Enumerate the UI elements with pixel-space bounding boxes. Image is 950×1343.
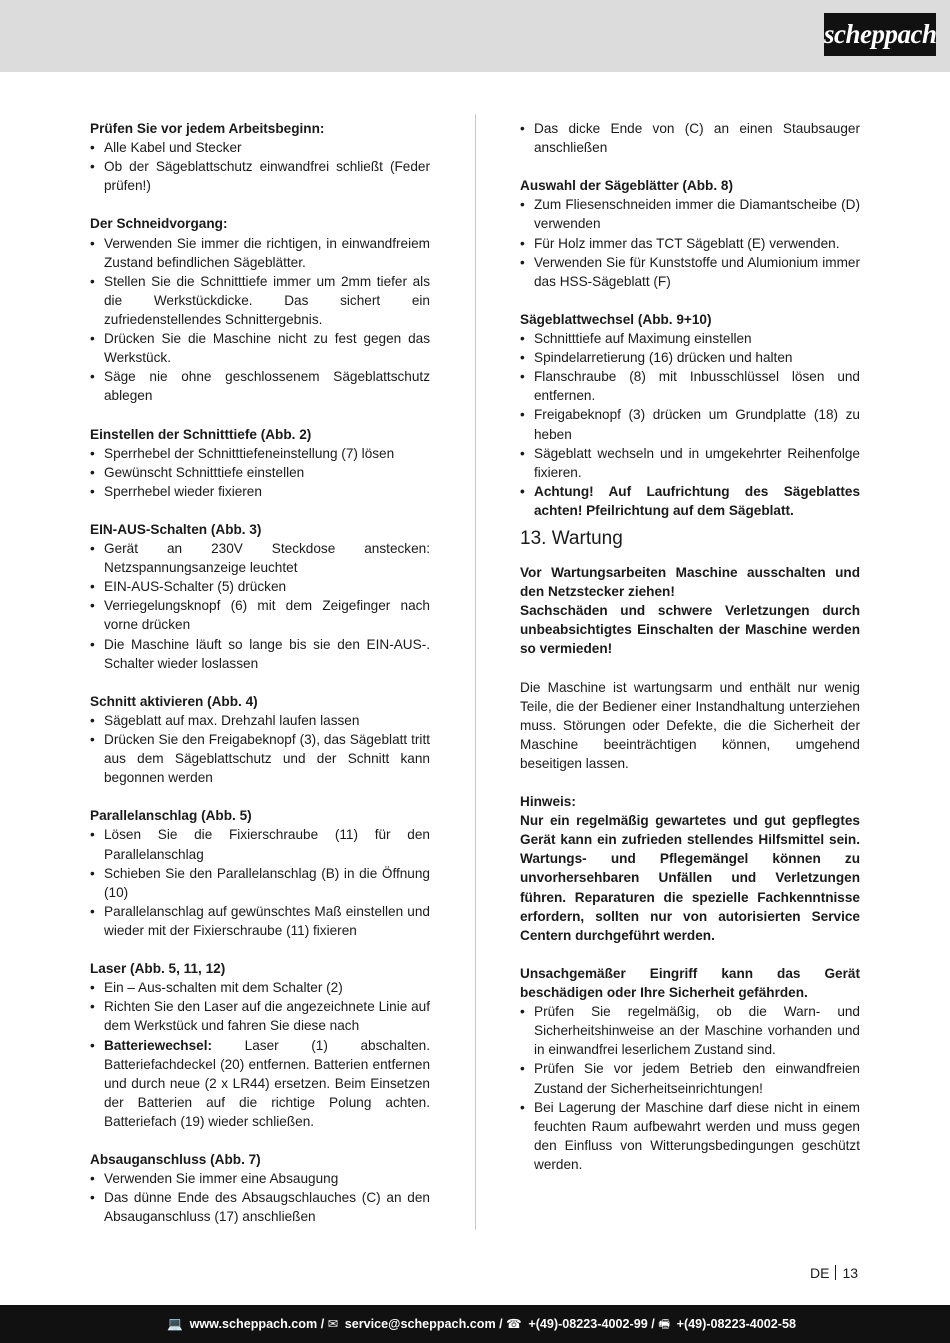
list-item: • Richten Sie den Laser auf die angezeichnete Linie auf dem Werkstück und fahren Sie diese nach xyxy=(90,997,430,1035)
list-item: • Flanschraube (8) mit Inbusschlüssel lösen und entfernen. xyxy=(520,367,860,405)
bullet-list xyxy=(90,539,430,673)
list-item: • Spindelarretierung (16) drücken und halten xyxy=(520,348,860,367)
maintenance-paragraph: Die Maschine ist wartungsarm und enthält nur wenig Teile, die der Bediener einer Instandhaltung unterziehen muss. Störungen oder Defekte, die die Sicherheit der Maschine beeinträchtigen können, umgehend beseitigen lassen. xyxy=(520,679,860,771)
phone-number: +(49)-08223-4002-99 / xyxy=(528,1317,655,1331)
list-item: • Drücken Sie die Maschine nicht zu fest gegen das Werkstück. xyxy=(90,329,430,367)
section-heading: Parallelanschlag (Abb. 5) xyxy=(90,808,252,824)
list-item: • Das dicke Ende von (C) an einen Staubsauger anschließen xyxy=(520,119,860,157)
mail-icon: ✉ xyxy=(327,1317,339,1331)
bullet-list xyxy=(90,444,430,501)
list-item: • Ein – Aus-schalten mit dem Schalter (2) xyxy=(90,978,430,997)
list-item: • Verwenden Sie immer die richtigen, in einwandfreiem Zustand befindlichen Sägeblätter. xyxy=(90,234,430,272)
section-heading: Der Schneidvorgang: xyxy=(90,216,228,232)
list-item: • Alle Kabel und Stecker xyxy=(90,138,430,157)
list-item: • Bei Lagerung der Maschine darf diese nicht in einem feuchten Raum aufbewahrt werden und muss gegen den Einfluss von Witterungsbedingungen geschützt werden. xyxy=(520,1098,860,1174)
section-heading: Absauganschluss (Abb. 7) xyxy=(90,1152,261,1168)
battery-lead: Batteriewechsel: xyxy=(104,1037,213,1053)
list-item-warning: • Achtung! Auf Laufrichtung des Sägeblattes achten! Pfeilrichtung auf dem Sägeblatt. xyxy=(520,482,860,520)
scheppach-logo: scheppach xyxy=(824,13,936,56)
section-heading: Einstellen der Schnitttiefe (Abb. 2) xyxy=(90,426,312,442)
list-item: • Ob der Sägeblattschutz einwandfrei schließt (Feder prüfen!) xyxy=(90,157,430,195)
bullet-list xyxy=(90,978,430,1131)
page-number-value: 13 xyxy=(842,1265,859,1281)
warning-text: Sachschäden und schwere Verletzungen durch unbeabsichtigtes Einschalten der Maschine werden so vermieden! xyxy=(520,603,860,657)
list-item: • Parallelanschlag auf gewünschtes Maß einstellen und wieder mit der Fixierschraube (11) fixieren xyxy=(90,902,430,940)
list-item: • Das dünne Ende des Absaugschlauches (C) an den Absauganschluss (17) anschließen xyxy=(90,1188,430,1226)
list-item: • Zum Fliesenschneiden immer die Diamantscheibe (D) verwenden xyxy=(520,195,860,233)
email-link[interactable]: service@scheppach.com / xyxy=(344,1317,503,1331)
list-item: • Verriegelungsknopf (6) mit dem Zeigefinger nach vorne drücken xyxy=(90,596,430,634)
right-column xyxy=(520,119,860,1174)
hint-title: Hinweis: xyxy=(520,794,576,810)
list-item: • Drücken Sie den Freigabeknopf (3), das Sägeblatt tritt aus dem Sägeblattschutz und der Schnitt kann begonnen werden xyxy=(90,730,430,787)
battery-text: Laser (1) abschalten. Batteriefachdeckel (20) entfernen. Batterien entfernen und durch neue (2 x LR44) ersetzen. Beim Einsetzen der Batterien auf die richtige Polung achten. Batteriefach (19) wieder schließen. xyxy=(104,1037,431,1129)
bullet-list xyxy=(520,329,860,520)
bullet-list xyxy=(90,234,430,406)
list-item: • Schieben Sie den Parallelanschlag (B) in die Öffnung (10) xyxy=(90,864,430,902)
list-item: • Säge nie ohne geschlossenem Sägeblattschutz ablegen xyxy=(90,367,430,405)
list-item: • Sperrhebel der Schnitttiefeneinstellung (7) lösen xyxy=(90,444,430,463)
bullet-list xyxy=(520,1002,860,1174)
section-heading: Auswahl der Sägeblätter (Abb. 8) xyxy=(520,178,734,194)
warning-text: Vor Wartungsarbeiten Maschine ausschalten und den Netzstecker ziehen! xyxy=(520,564,860,600)
website-link[interactable]: www.scheppach.com / xyxy=(189,1317,325,1331)
list-item: • Sägeblatt wechseln und in umgekehrter Reihenfolge fixieren. xyxy=(520,444,860,482)
fax-icon: 🖷 xyxy=(658,1317,671,1331)
bullet-list xyxy=(90,138,430,195)
page-number xyxy=(810,1264,858,1282)
left-column xyxy=(90,119,430,1226)
list-item: • Prüfen Sie regelmäßig, ob die Warn- und Sicherheitshinweise an der Maschine vorhanden und in einwandfrei leserlichem Zustand sind. xyxy=(520,1002,860,1059)
list-item xyxy=(90,1036,430,1131)
list-item: • Freigabeknopf (3) drücken um Grundplatte (18) zu heben xyxy=(520,405,860,443)
column-divider xyxy=(475,114,476,1230)
section-heading: Laser (Abb. 5, 11, 12) xyxy=(90,961,226,977)
list-item: • Die Maschine läuft so lange bis sie den EIN-AUS-. Schalter wieder loslassen xyxy=(90,635,430,673)
list-item: • Prüfen Sie vor jedem Betrieb den einwandfreien Zustand der Sicherheitseinrichtungen! xyxy=(520,1059,860,1097)
bullet-list xyxy=(520,119,860,157)
list-item: • Schnitttiefe auf Maximung einstellen xyxy=(520,329,860,348)
bullet-list xyxy=(90,1169,430,1226)
language-code: DE xyxy=(810,1265,830,1281)
section-heading: Schnitt aktivieren (Abb. 4) xyxy=(90,693,258,709)
list-item: • Verwenden Sie immer eine Absaugung xyxy=(90,1169,430,1188)
list-item: • Verwenden Sie für Kunststoffe und Alumionium immer das HSS-Sägeblatt (F) xyxy=(520,253,860,291)
header-bar xyxy=(0,0,950,72)
computer-icon: 💻 xyxy=(167,1317,184,1331)
list-item: • Lösen Sie die Fixierschraube (11) für den Parallelanschlag xyxy=(90,825,430,863)
section-heading: EIN-AUS-Schalten (Abb. 3) xyxy=(90,521,262,537)
section-heading: Sägeblattwechsel (Abb. 9+10) xyxy=(520,311,712,327)
list-item: • Gewünscht Schnitttiefe einstellen xyxy=(90,463,430,482)
page-separator xyxy=(835,1265,836,1280)
bullet-list xyxy=(90,711,430,787)
list-item: • Gerät an 230V Steckdose anstecken: Netzspannungsanzeige leuchtet xyxy=(90,539,430,577)
list-item: • EIN-AUS-Schalter (5) drücken xyxy=(90,577,430,596)
list-item: • Sägeblatt auf max. Drehzahl laufen lassen xyxy=(90,711,430,730)
list-item: • Stellen Sie die Schnitttiefe immer um 2mm tiefer als die Werkstückdicke. Das sichert ein zufriedenstellendes Schnittergebnis. xyxy=(90,272,430,329)
list-item: • Für Holz immer das TCT Sägeblatt (E) verwenden. xyxy=(520,234,860,253)
section-heading: Unsachgemäßer Eingriff kann das Gerät beschädigen oder Ihre Sicherheit gefährden. xyxy=(520,965,860,1001)
fax-number: +(49)-08223-4002-58 xyxy=(676,1317,796,1331)
bullet-list xyxy=(520,195,860,290)
hint-text: Nur ein regelmäßig gewartetes und gut gepflegtes Gerät kann ein zufrieden stellendes Hilfsmittel sein. Wartungs- und Pflegemängel können zu unvorhersehbaren Unfällen und Verletzungen führen. Reparaturen die spezielle Fachkenntnisse erfordern, sollten nur von autorisierten Service Centern durchgeführt werden. xyxy=(520,813,860,943)
phone-icon: ☎ xyxy=(506,1317,522,1331)
section-title: 13. Wartung xyxy=(520,527,623,549)
section-heading: Prüfen Sie vor jedem Arbeitsbeginn: xyxy=(90,121,325,136)
bullet-list xyxy=(90,825,430,940)
footer-bar xyxy=(0,1305,950,1343)
list-item: • Sperrhebel wieder fixieren xyxy=(90,482,430,501)
